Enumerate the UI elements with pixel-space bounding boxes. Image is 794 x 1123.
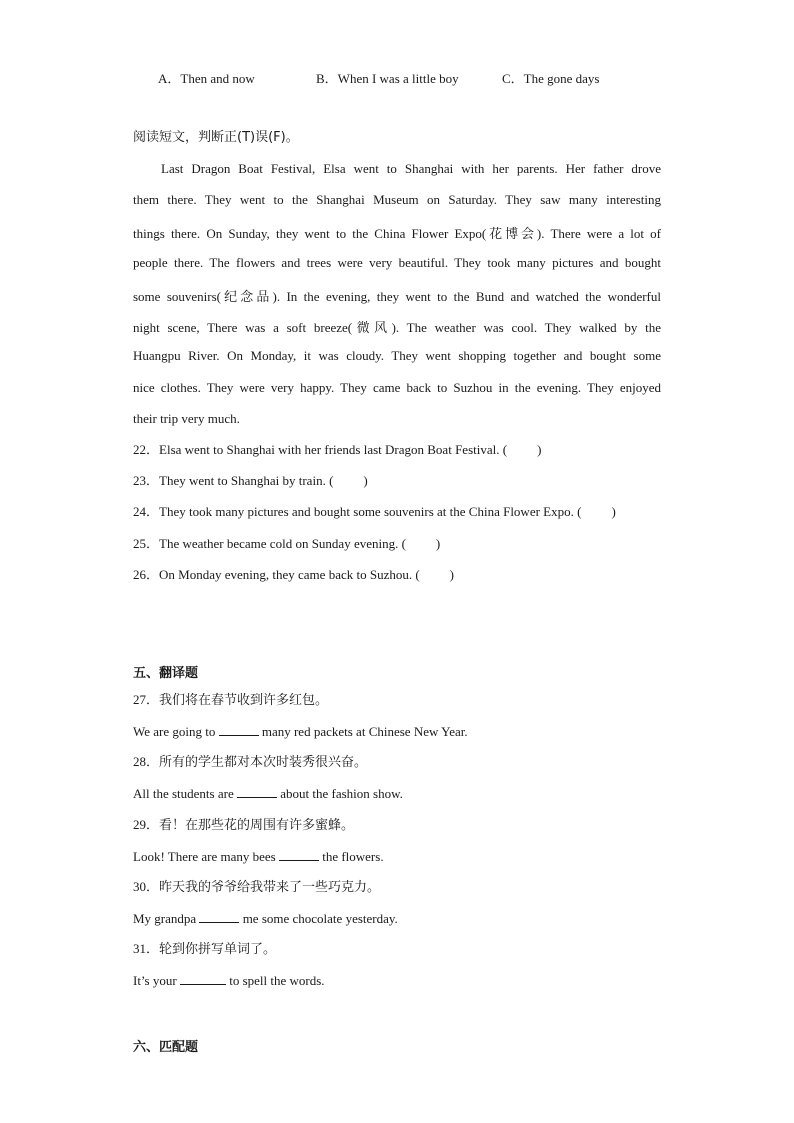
- question-25: 25．The weather became cold on Sunday evening. ( ): [133, 536, 441, 551]
- question-24: 24．They took many pictures and bought some souvenirs at the China Flower Expo. ( ): [133, 504, 616, 519]
- translation-item-31-cn: 31．轮到你拼写单词了。: [133, 941, 277, 957]
- fill-blank[interactable]: [219, 723, 259, 736]
- reading-instruction: 阅读短文，判断正(T)误(F)。: [133, 130, 299, 145]
- passage-line: Huangpu River. On Monday, it was cloudy. They went shopping together and bought some: [133, 348, 661, 363]
- passage-line: nice clothes. They were very happy. They came back to Suzhou in the evening. They enjoyed: [133, 380, 661, 395]
- passage-line: people there. The flowers and trees were very beautiful. They took many pictures and bought: [133, 255, 661, 270]
- translation-item-27-cn: 27．我们将在春节收到许多红包。: [133, 692, 329, 708]
- passage-line: Last Dragon Boat Festival, Elsa went to Shanghai with her parents. Her father drove: [161, 161, 661, 176]
- translation-item-27-en: We are going to many red packets at Chinese New Year.: [133, 724, 468, 739]
- passage-line: their trip very much.: [133, 411, 240, 426]
- translation-item-28-cn: 28．所有的学生都对本次时装秀很兴奋。: [133, 754, 368, 770]
- passage-line: things there. On Sunday, they went to the China Flower Expo(花博会). There were a lot of: [133, 226, 661, 241]
- option-a: A．Then and now: [158, 71, 255, 86]
- question-22: 22．Elsa went to Shanghai with her friends last Dragon Boat Festival. ( ): [133, 442, 542, 457]
- section-heading-translation: 五、翻译题: [133, 666, 199, 681]
- translation-item-30-cn: 30．昨天我的爷爷给我带来了一些巧克力。: [133, 879, 381, 895]
- translation-item-29-en: Look! There are many bees the flowers.: [133, 849, 384, 864]
- translation-item-29-cn: 29．看！在那些花的周围有许多蜜蜂。: [133, 817, 355, 833]
- question-26: 26．On Monday evening, they came back to Suzhou. ( ): [133, 567, 455, 582]
- passage-line: night scene, There was a soft breeze(微风). The weather was cool. They walked by the: [133, 320, 661, 335]
- option-c: C．The gone days: [502, 71, 600, 86]
- passage-line: them there. They went to the Shanghai Museum on Saturday. They saw many interesting: [133, 192, 661, 207]
- passage-line: some souvenirs(纪念品). In the evening, they went to the Bund and watched the wonderful: [133, 289, 661, 304]
- fill-blank[interactable]: [180, 972, 226, 985]
- option-b: B．When I was a little boy: [316, 71, 459, 86]
- question-23: 23．They went to Shanghai by train. ( ): [133, 473, 368, 488]
- fill-blank[interactable]: [237, 785, 277, 798]
- fill-blank[interactable]: [279, 848, 319, 861]
- translation-item-30-en: My grandpa me some chocolate yesterday.: [133, 911, 398, 926]
- translation-item-28-en: All the students are about the fashion show.: [133, 786, 403, 801]
- section-heading-matching: 六、匹配题: [133, 1040, 199, 1055]
- translation-item-31-en: It’s your to spell the words.: [133, 973, 325, 988]
- fill-blank[interactable]: [199, 910, 239, 923]
